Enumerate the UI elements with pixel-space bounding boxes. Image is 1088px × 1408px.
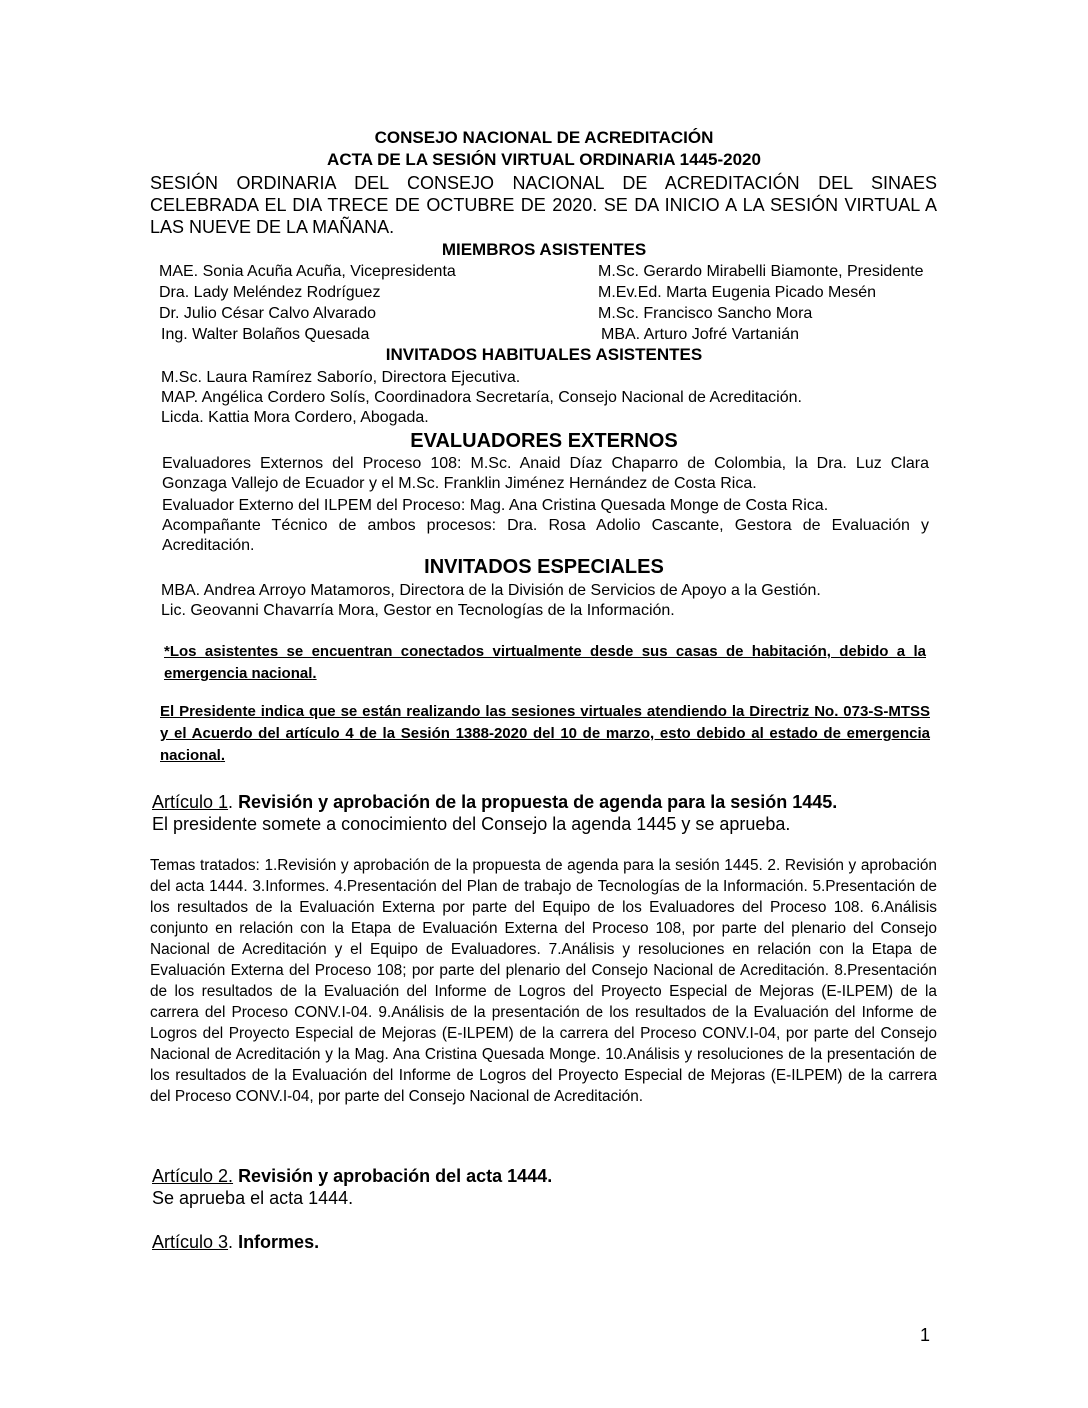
article-3-title: Informes. [238, 1232, 320, 1252]
member-name: Ing. Walter Bolaños Quesada [161, 326, 370, 343]
page-number: 1 [920, 1325, 931, 1345]
especiales-heading: INVITADOS ESPECIALES [424, 556, 664, 578]
habituales-list [161, 368, 961, 428]
evaluadores-p3: Acompañante Técnico de ambos procesos: Dra. Rosa Adolio Cascante, Gestora de Evaluación y Acreditación. [162, 517, 929, 554]
member-row [159, 303, 979, 324]
member-row [159, 261, 979, 282]
member-name: M.Ev.Ed. Marta Eugenia Picado Mesén [598, 284, 877, 301]
virtual-note: *Los asistentes se encuentran conectados virtualmente desde sus casas de habitación, debido a la emergencia nacional. [164, 643, 926, 682]
member-name: Dr. Julio César Calvo Alvarado [159, 305, 376, 322]
member-name: MAE. Sonia Acuña Acuña, Vicepresidenta [159, 263, 456, 280]
article-1-title: Revisión y aprobación de la propuesta de agenda para la sesión 1445. [238, 792, 838, 812]
member-row [159, 282, 979, 303]
member-name: M.Sc. Francisco Sancho Mora [598, 305, 813, 322]
session-intro: SESIÓN ORDINARIA DEL CONSEJO NACIONAL DE ACREDITACIÓN DEL SINAES CELEBRADA EL DIA TRECE DE OCTUBRE DE 2020. SE DA INICIO A LA SESIÓN VIRTUAL A LAS NUEVE DE LA MAÑANA. [150, 173, 937, 237]
member-name: M.Sc. Gerardo Mirabelli Biamonte, Presidente [598, 263, 924, 280]
doc-subtitle: ACTA DE LA SESIÓN VIRTUAL ORDINARIA 1445-2020 [327, 150, 761, 169]
guest-line: Licda. Kattia Mora Cordero, Abogada. [161, 409, 429, 426]
members-list [159, 261, 979, 345]
article-1-heading: Artículo 1. Revisión y aprobación de la propuesta de agenda para la sesión 1445. [152, 792, 838, 812]
article-2-title: Revisión y aprobación del acta 1444. [238, 1166, 553, 1186]
article-3-label: Artículo 3 [152, 1232, 229, 1252]
member-row [159, 324, 979, 345]
member-name: Dra. Lady Meléndez Rodríguez [159, 284, 381, 301]
evaluadores-p2: Evaluador Externo del ILPEM del Proceso: Mag. Ana Cristina Quesada Monge de Costa Rica. [162, 497, 829, 514]
virtual-note-text: *Los asistentes se encuentran conectados virtualmente desde sus casas de habitación, debido a la emergencia nacional [164, 643, 926, 682]
evaluadores-p1: Evaluadores Externos del Proceso 108: M.Sc. Anaid Díaz Chaparro de Colombia, la Dra. Luz Clara Gonzaga Vallejo de Ecuador y el M.Sc. Franklin Jiménez Hernández de Costa Rica. [162, 455, 929, 492]
article-3-heading: Artículo 3. Informes. [152, 1232, 320, 1252]
guest-line: MBA. Andrea Arroyo Matamoros, Directora de la División de Servicios de Apoyo a la Gestión. [161, 582, 821, 599]
article-1-label: Artículo 1 [152, 792, 229, 812]
evaluadores-heading: EVALUADORES EXTERNOS [410, 430, 678, 452]
especiales-list [161, 581, 961, 621]
habituales-heading: INVITADOS HABITUALES ASISTENTES [385, 345, 703, 364]
article-1-text: El presidente somete a conocimiento del Consejo la agenda 1445 y se aprueba. [152, 814, 791, 834]
directive-note-text: El Presidente indica que se están realizando las sesiones virtuales atendiendo la Directriz No. 073-S-MTSS y el Acuerdo del artículo 4 de la Sesión 1388-2020 del 10 de marzo, esto debido al estado de emergencia nacional [160, 703, 930, 764]
article-2-label: Artículo 2. [152, 1166, 234, 1186]
article-2-text: Se aprueba el acta 1444. [152, 1188, 354, 1208]
temas-tratados: Temas tratados: 1.Revisión y aprobación de la propuesta de agenda para la sesión 1445. 2. Revisión y aprobación del acta 1444. 3.Informes. 4.Presentación del Plan de trabajo de Tecnologías de la Información. 5.Presentación de los resultados de la Evaluación Externa por parte del Equipo de los Evaluadores del Proceso 108. 6.Análisis conjunto en relación con la Etapa de Evaluación Externa del Proceso 108, por parte del plenario del Consejo Nacional de Acreditación y el Equipo de Evaluadores. 7.Análisis y resoluciones en relación con la Etapa de Evaluación Externa del Proceso 108; por parte del plenario del Consejo Nacional de Acreditación. 8.Presentación de los resultados de la Evaluación del Informe de Logros del Proyecto Especial de Mejoras (E-ILPEM) de la carrera del Proceso CONV.I-04. 9.Análisis de la presentación de los resultados de la Evaluación del Informe de Logros del Proyecto Especial de Mejoras (E-ILPEM) de la carrera del Proceso CONV.I-04, por parte del Consejo Nacional de Acreditación y la Mag. Ana Cristina Quesada Monge. 10.Análisis y resoluciones de la presentación de los resultados de la Evaluación del Informe de Logros del Proyecto Especial de Mejoras (E-ILPEM) de la carrera del Proceso CONV.I-04, por parte del Consejo Nacional de Acreditación. [150, 857, 937, 1105]
member-name: MBA. Arturo Jofré Vartanián [601, 326, 800, 343]
doc-title: CONSEJO NACIONAL DE ACREDITACIÓN [374, 128, 714, 147]
members-heading: MIEMBROS ASISTENTES [441, 240, 647, 259]
directive-note: El Presidente indica que se están realizando las sesiones virtuales atendiendo la Directriz No. 073-S-MTSS y el Acuerdo del artículo 4 de la Sesión 1388-2020 del 10 de marzo, esto debido al estado de emergencia nacional. [160, 703, 930, 764]
article-2-heading [152, 1165, 952, 1187]
guest-line: MAP. Angélica Cordero Solís, Coordinadora Secretaría, Consejo Nacional de Acreditación. [161, 389, 802, 406]
guest-line: M.Sc. Laura Ramírez Saborío, Directora Ejecutiva. [161, 369, 521, 386]
guest-line: Lic. Geovanni Chavarría Mora, Gestor en Tecnologías de la Información. [161, 602, 675, 619]
